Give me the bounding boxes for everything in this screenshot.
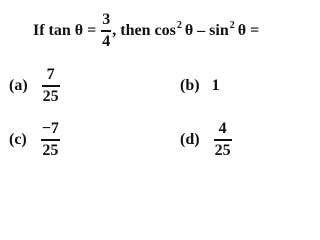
fraction-numerator: 4 [218,120,227,137]
fraction-bar [41,139,60,141]
option-fraction [42,67,60,105]
option-fraction [41,121,60,159]
fraction-numerator: −7 [41,120,59,137]
option-label: (a) [9,76,28,94]
option-d[interactable] [180,121,234,159]
question-suffix: θ = [237,22,260,39]
option-label: (c) [9,130,27,148]
fraction-bar [101,30,111,32]
option-fraction [214,121,232,159]
fraction-denominator: 25 [214,141,231,159]
option-value: 1 [211,77,220,94]
fraction-numerator: 3 [102,11,111,29]
option-label: (b) [180,77,200,94]
fraction-bar [214,139,232,141]
option-label: (d) [180,130,200,148]
question-text [33,11,260,50]
question-theta-minus-sin: θ – sin [184,22,229,39]
fraction-denominator: 4 [102,32,111,50]
fraction-numerator: 7 [46,66,55,83]
sin-exponent: 2 [229,19,235,31]
option-c[interactable] [9,121,62,159]
fraction-denominator: 25 [42,87,59,105]
option-b[interactable] [180,77,220,95]
question-fraction [101,12,111,50]
option-a[interactable] [9,67,62,105]
fraction-bar [42,85,60,87]
question-prefix: If tan θ = [33,22,97,39]
question-middle: , then cos [112,22,176,39]
fraction-denominator: 25 [42,141,59,159]
cos-exponent: 2 [176,19,182,31]
